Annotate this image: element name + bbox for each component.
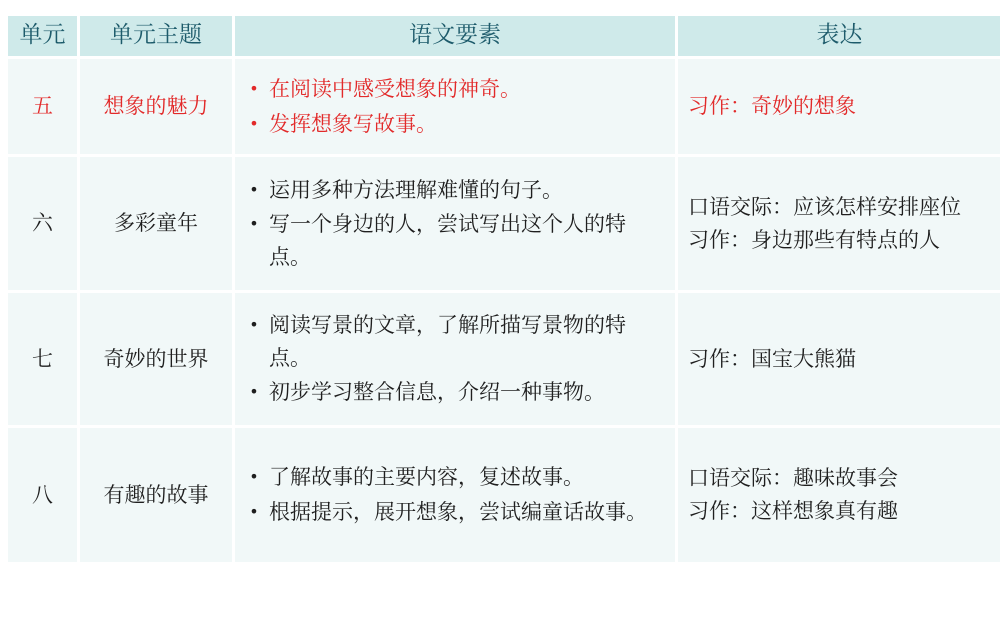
list-item [243,376,655,409]
expression-text: 习作：身边那些有特点的人 [688,227,940,252]
list-item [243,174,655,207]
element-text: 了解故事的主要内容，复述故事。 [269,465,584,490]
bullet-icon: • [249,78,259,98]
theme-cell: 有趣的故事 [80,428,232,562]
bullet-icon: • [249,467,259,487]
expression-text: 口语交际：趣味故事会 [688,466,898,491]
list-item [243,108,521,141]
unit-cell: 七 [8,293,77,425]
list-item [243,496,647,529]
header-unit: 单元 [8,16,77,56]
bullet-icon: • [249,179,259,199]
bullet-icon: • [249,502,259,521]
expression-text: 习作：国宝大熊猫 [688,346,856,371]
list-item [243,73,521,106]
element-text: 阅读写景的文章，了解所描写景物的特点。 [269,313,626,370]
header-language-elements: 语文要素 [235,16,675,56]
expression-text: 习作：奇妙的想象 [688,94,856,119]
theme-cell: 想象的魅力 [80,59,232,154]
elements-cell [235,428,675,562]
expression-text: 口语交际：应该怎样安排座位 [688,194,961,219]
theme-cell: 奇妙的世界 [80,293,232,425]
curriculum-table [8,16,992,562]
header-expression: 表达 [678,16,1000,56]
elements-list [243,307,655,411]
element-text: 写一个身边的人，尝试写出这个人的特点。 [269,212,626,269]
element-text: 初步学习整合信息，介绍一种事物。 [269,380,605,405]
header-theme: 单元主题 [80,16,232,56]
element-text: 根据提示，展开想象，尝试编童话故事。 [269,500,647,524]
unit-cell: 八 [8,428,77,562]
expression-cell [678,428,1000,562]
elements-list [243,459,647,530]
elements-cell [235,59,675,154]
elements-list [243,71,521,142]
elements-cell [235,157,675,290]
list-item [243,461,647,494]
unit-cell: 五 [8,59,77,154]
bullet-icon: • [249,382,259,402]
expression-cell [678,293,1000,425]
bullet-icon: • [249,315,259,335]
expression-text: 习作：这样想象真有趣 [688,499,898,523]
theme-cell: 多彩童年 [80,157,232,290]
element-text: 在阅读中感受想象的神奇。 [269,76,521,101]
element-text: 运用多种方法理解难懂的句子。 [269,177,563,202]
bullet-icon: • [249,113,259,133]
list-item [243,309,655,374]
list-item [243,208,655,273]
unit-cell: 六 [8,157,77,290]
expression-cell [678,59,1000,154]
expression-cell [678,157,1000,290]
element-text: 发挥想象写故事。 [269,111,437,136]
elements-cell [235,293,675,425]
elements-list [243,172,655,276]
bullet-icon: • [249,214,259,234]
